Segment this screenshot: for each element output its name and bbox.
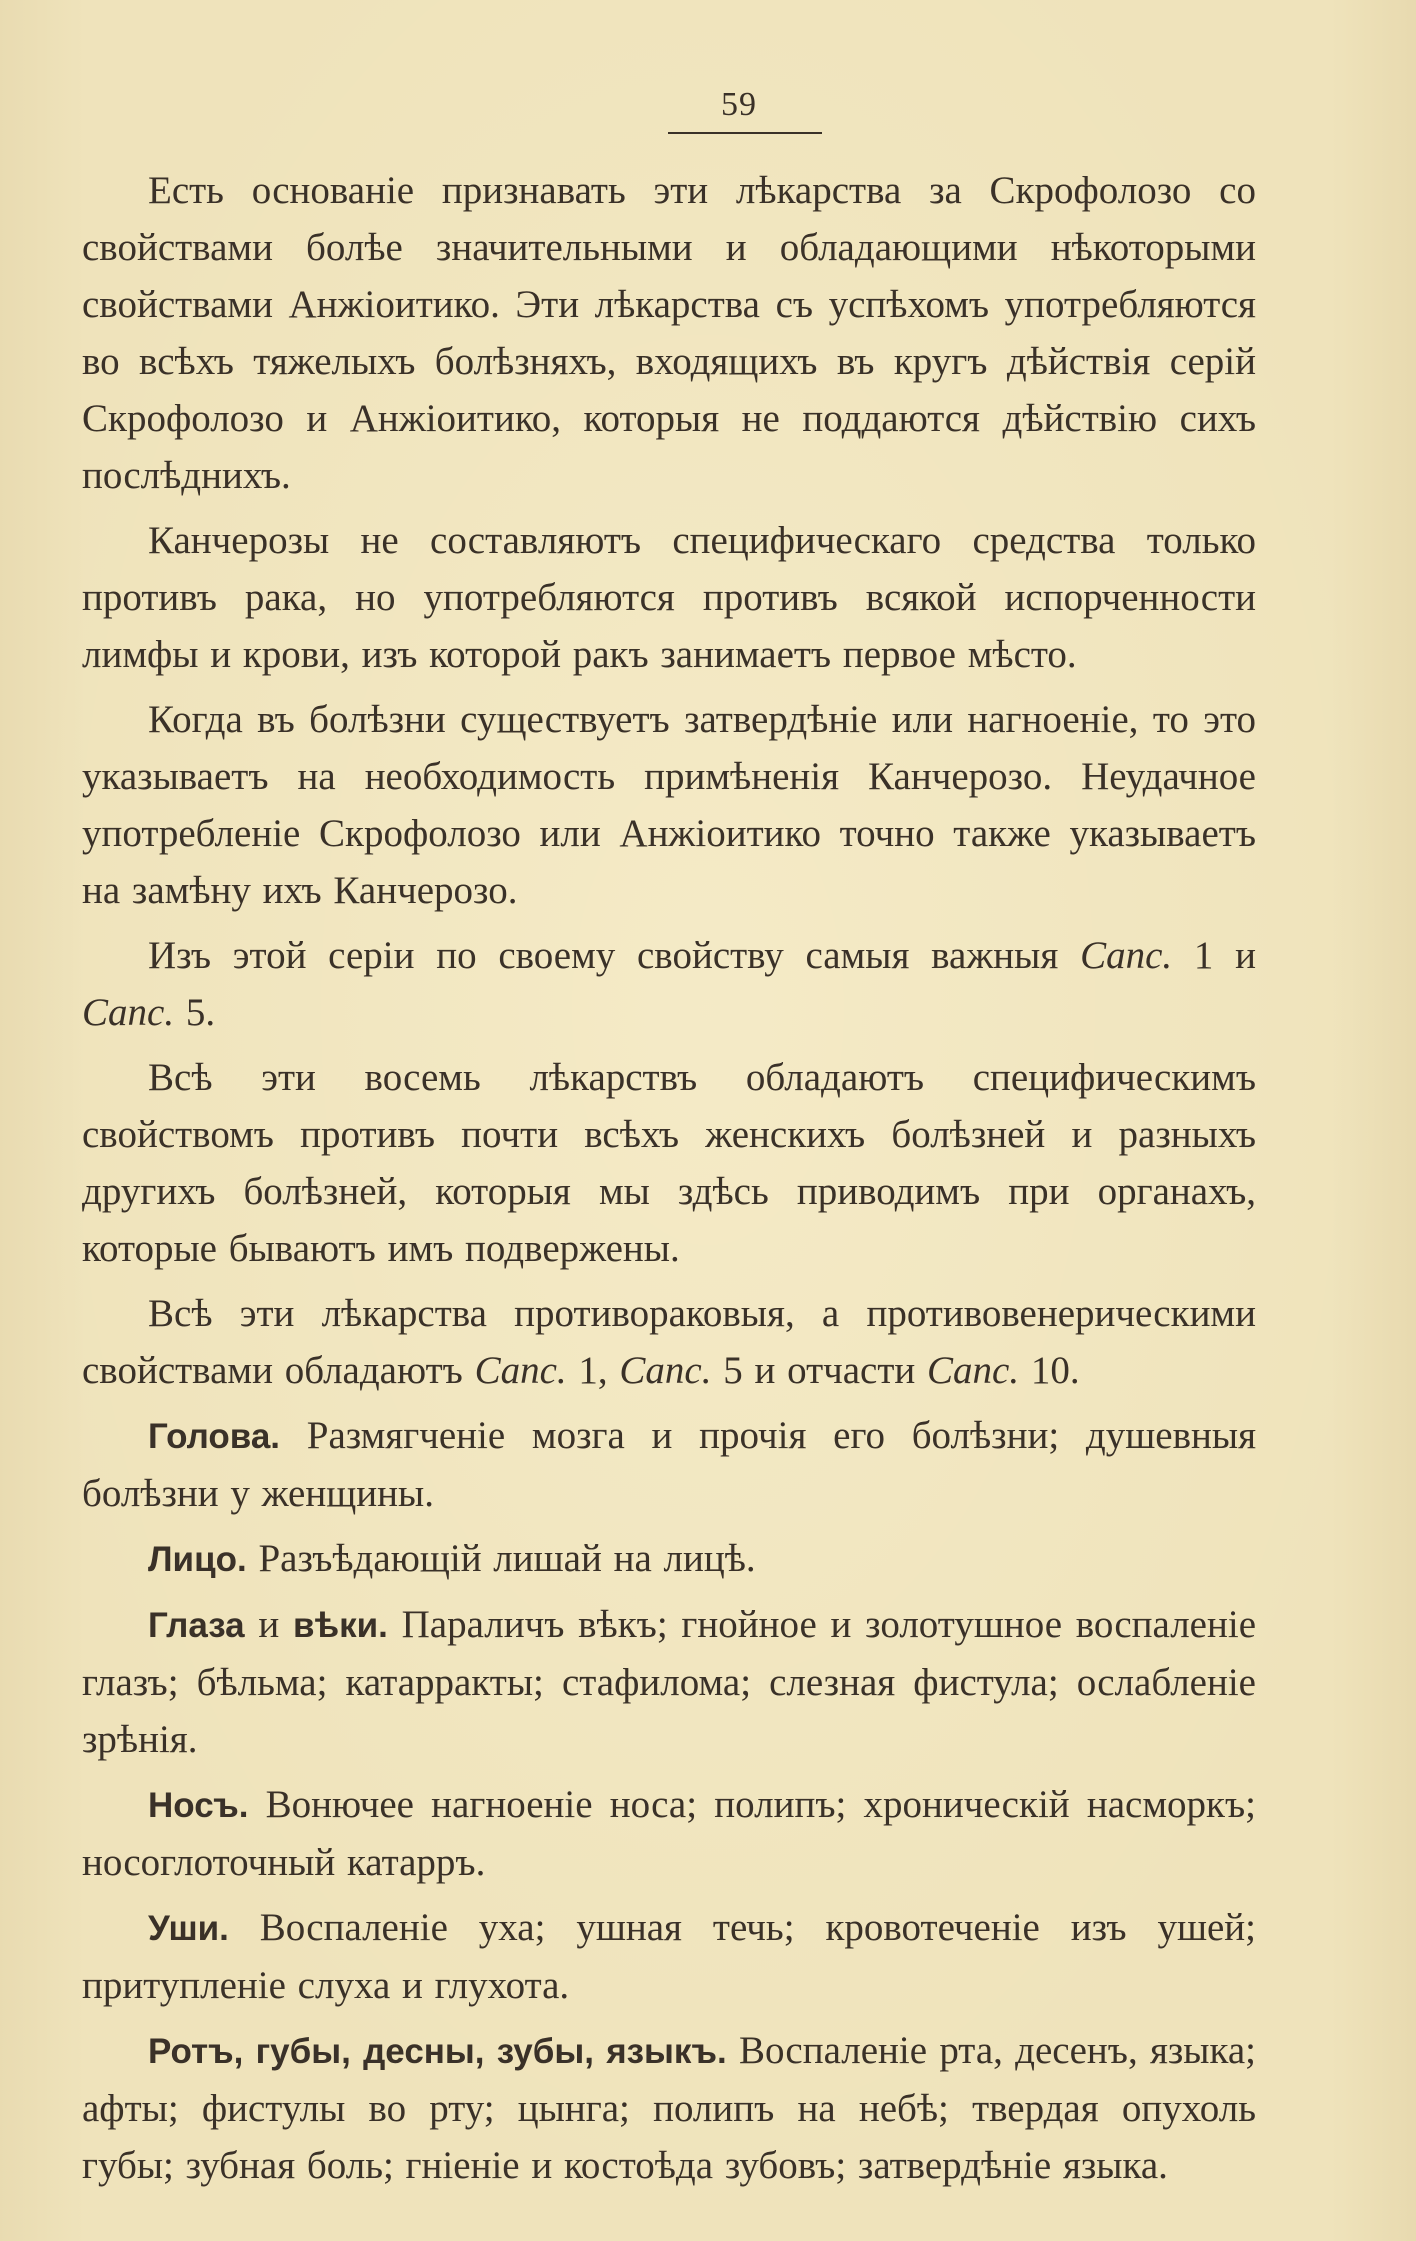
paragraph-6-text: Всѣ эти лѣкарства противораковыя, а противовенерическими свойствами обладаютъ <box>82 1292 1256 1392</box>
remedy-reference: Canc. <box>474 1349 567 1392</box>
paragraph-4-end: 5. <box>185 991 216 1034</box>
body-text <box>82 162 1256 2194</box>
section-nose <box>82 1776 1256 1891</box>
section-text: Воспаленiе рта, деcенъ, языка; афты; фистулы во рту; цынга; полипъ на небѣ; твердая опухоль губы; зубная боль; гнiенiе и костоѣда зубовъ; затвердѣнiе языка. <box>82 2029 1256 2187</box>
remedy-reference: Canc. <box>82 991 175 1034</box>
section-heading: вѣки. <box>293 1606 388 1645</box>
paragraph-2: Канчерозы не составляютъ специфическаго средства только противъ рака, но употребляются противъ всякой испорченности лимфы и крови, изъ которой ракъ занимаетъ первое мѣсто. <box>82 519 1256 676</box>
section-text: Разъѣдающiй лишай на лицѣ. <box>258 1537 756 1580</box>
section-heading: Ротъ, губы, десны, зубы, языкъ. <box>148 2032 727 2071</box>
paragraph-4 <box>82 927 1256 1041</box>
remedy-reference: Canc. <box>927 1349 1020 1392</box>
section-ears <box>82 1899 1256 2014</box>
remedy-reference: Canc. <box>619 1349 712 1392</box>
paragraph-5: Всѣ эти восемь лѣкарствъ обладаютъ специфическимъ свойствомъ противъ почти всѣхъ женскихъ болѣзней и разныхъ другихъ болѣзней, которыя мы здѣсь приводимъ при органахъ, которые бываютъ имъ подвержены. <box>82 1056 1256 1270</box>
section-heading: Глаза <box>148 1606 245 1645</box>
paragraph-4-text: Изъ этой серiи по своему свойству самыя важныя <box>148 934 1059 977</box>
section-head <box>82 1407 1256 1522</box>
remedy-reference: Canc. <box>1080 934 1173 977</box>
section-text: Вонючее нагноенiе носа; полипъ; хроническiй насморкъ; носоглоточный катарръ. <box>82 1783 1256 1884</box>
paragraph-4-mid: 1 и <box>1193 934 1257 977</box>
paragraph-6-mid: 1, <box>578 1349 608 1392</box>
paragraph-6-end: 10. <box>1030 1349 1080 1392</box>
section-eyes <box>82 1596 1256 1768</box>
section-face <box>82 1530 1256 1588</box>
page-number-rule <box>668 132 822 134</box>
paragraph-6-mid2: 5 и отчасти <box>723 1349 916 1392</box>
section-mouth <box>82 2022 1256 2194</box>
section-text: Воспаленiе уха; ушная течь; кровотеченiе изъ ушей; притупленiе слуха и глухота. <box>82 1906 1256 2007</box>
section-heading: Голова. <box>148 1417 281 1456</box>
section-heading: Уши. <box>148 1909 229 1948</box>
section-heading: Носъ. <box>148 1786 249 1825</box>
paragraph-1: Есть основанiе признавать эти лѣкарства за Скрофолозо со свойствами болѣе значительными и обладающими нѣкоторыми свойствами Анжiоитико. Эти лѣкарства съ успѣхомъ употребляются во всѣхъ тяжелыхъ болѣзняхъ, входящихъ въ кругъ дѣйствiя серiй Скрофолозо и Анжiоитико, которыя не поддаются дѣйствiю сихъ послѣднихъ. <box>82 169 1256 497</box>
paragraph-6 <box>82 1285 1256 1399</box>
section-text: Параличъ вѣкъ; гнойное и золотушное воспаленiе глазъ; бѣльма; катарракты; стафилома; слезная фистула; ослабленiе зрѣнiя. <box>82 1603 1256 1761</box>
paragraph-3: Когда въ болѣзни существуетъ затвердѣнiе или нагноенiе, то это указываетъ на необходимость примѣненiя Канчерозо. Неудачное употребленiе Скрофолозо или Анжiоитико точно также указываетъ на замѣну ихъ Канчерозо. <box>82 698 1256 912</box>
section-heading-and: и <box>258 1603 280 1646</box>
section-heading: Лицо. <box>148 1540 247 1579</box>
page-number: 59 <box>721 86 757 123</box>
section-text: Размягченiе мозга и прочiя его болѣзни; душевныя болѣзни у женщины. <box>82 1414 1257 1515</box>
